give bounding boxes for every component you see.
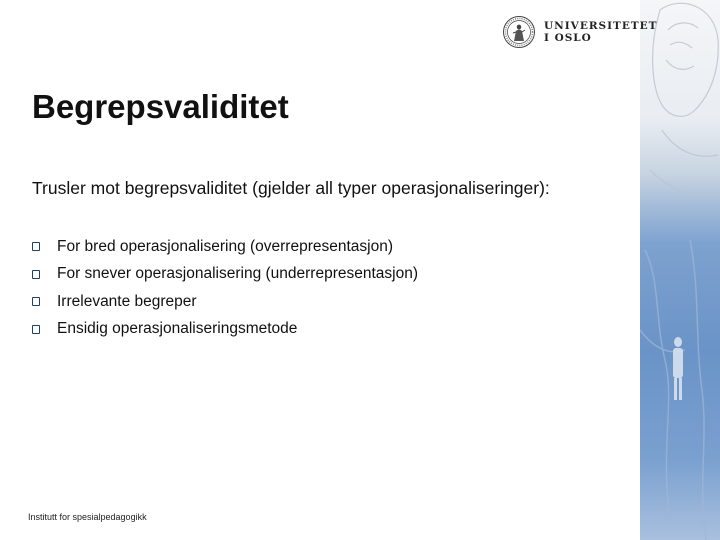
list-item bbox=[32, 288, 418, 316]
checkbox-bullet-icon bbox=[32, 270, 40, 279]
logo-line-2: I OSLO bbox=[544, 32, 592, 44]
slide-title: Begrepsvaliditet bbox=[32, 88, 289, 125]
checkbox-bullet-icon bbox=[32, 325, 40, 334]
checkbox-bullet-icon bbox=[32, 297, 40, 306]
statue-illustration bbox=[640, 0, 720, 540]
logo-line-1: UNIVERSITETET bbox=[544, 20, 658, 32]
footer-text: Institutt for spesialpedagogikk bbox=[28, 512, 147, 522]
list-item bbox=[32, 233, 418, 261]
bullet-text: Ensidig operasjonaliseringsmetode bbox=[57, 320, 298, 338]
bullet-text: For snever operasjonalisering (underrepresentasjon) bbox=[57, 265, 418, 283]
decorative-side-strip bbox=[640, 0, 720, 540]
university-logo bbox=[502, 14, 657, 50]
bullet-text: Irrelevante begreper bbox=[57, 292, 197, 310]
bullet-list bbox=[32, 233, 418, 343]
university-seal-icon bbox=[502, 15, 536, 49]
intro-text: Trusler mot begrepsvaliditet (gjelder all typer operasjonaliseringer): bbox=[32, 178, 550, 198]
university-name bbox=[544, 20, 657, 44]
list-item bbox=[32, 261, 418, 289]
list-item bbox=[32, 316, 418, 344]
checkbox-bullet-icon bbox=[32, 242, 40, 251]
bullet-text: For bred operasjonalisering (overrepresentasjon) bbox=[57, 237, 394, 255]
